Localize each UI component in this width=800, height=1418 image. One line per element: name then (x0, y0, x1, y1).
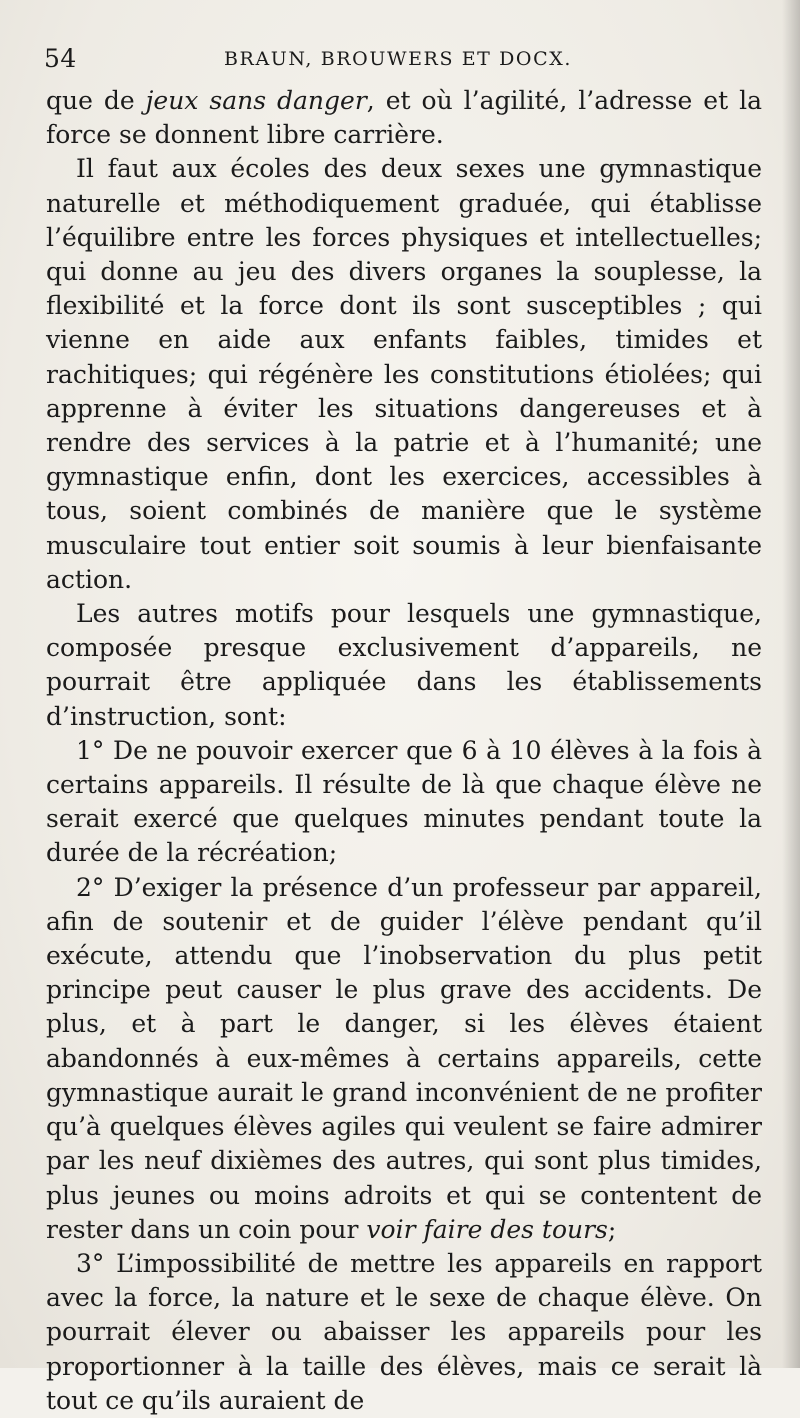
running-head: BRAUN, BROUWERS ET DOCX. (224, 48, 573, 70)
page-header (44, 44, 764, 74)
page-edge-shadow (782, 0, 800, 1368)
paragraph-1-end: , et où l’agilité, l’adresse et la force se donnent libre carrière. (46, 86, 762, 150)
paragraph-5-end: ; (607, 1214, 617, 1244)
paragraph-5-start: 2° D’exiger la présence d’un professeur par appareil, afin de soutenir et de guider l’élève pendant qu’il exécute, attendu que l’inobservation du plus petit principe peut causer le plus grave des accidents. De plus, et à part le danger, si les élèves étaient abandonnés à eux-mêmes à certains appareils, cette gymnastique aurait le grand inconvénient de ne profiter qu’à quelques élèves agiles qui veulent se faire admirer par les neuf dixièmes des autres, qui sont plus timides, plus jeunes ou moins adroits et qui se contentent de rester dans un coin pour (46, 872, 762, 1244)
body-text (46, 84, 762, 1418)
paragraph-6: 3° L’impossibilité de mettre les appareils en rapport avec la force, la nature et le sexe de chaque élève. On pourrait élever ou abaisser les appareils pour les proportionner à la taille des élèves, mais ce serait là tout ce qu’ils auraient de (46, 1248, 762, 1415)
italic-phrase-voir-faire-des-tours: voir faire des tours (366, 1214, 608, 1244)
page-number: 54 (44, 44, 77, 73)
paragraph-3: Les autres motifs pour lesquels une gymnastique, composée presque exclusivement d’appareils, ne pourrait être appliquée dans les établissements d’instruction, sont: (46, 599, 762, 731)
italic-phrase-jeux-sans-danger: jeux sans danger (145, 86, 367, 115)
paragraph-2: Il faut aux écoles des deux sexes une gymnastique naturelle et méthodiquement graduée, qui établisse l’équilibre entre les forces physiques et intellectuelles; qui donne au jeu des divers organes la souplesse, la flexibilité et la force dont ils sont susceptibles ; qui vienne en aide aux enfants faibles, timides et rachitiques; qui régénère les constitutions étiolées; qui apprenne à éviter les situations dangereuses et à rendre des services à la patrie et à l’humanité; une gymnastique enfin, dont les exercices, accessibles à tous, soient combinés de manière que le système musculaire tout entier soit soumis à leur bienfaisante action. (46, 154, 762, 594)
paragraph-4: 1° De ne pouvoir exercer que 6 à 10 élèves à la fois à certains appareils. Il résulte de là que chaque élève ne serait exercé que quelques minutes pendant toute la durée de la récréation; (46, 735, 762, 868)
paragraph-1 (46, 84, 762, 152)
paragraph-5 (46, 871, 762, 1247)
paragraph-1-start: que de (46, 86, 146, 115)
